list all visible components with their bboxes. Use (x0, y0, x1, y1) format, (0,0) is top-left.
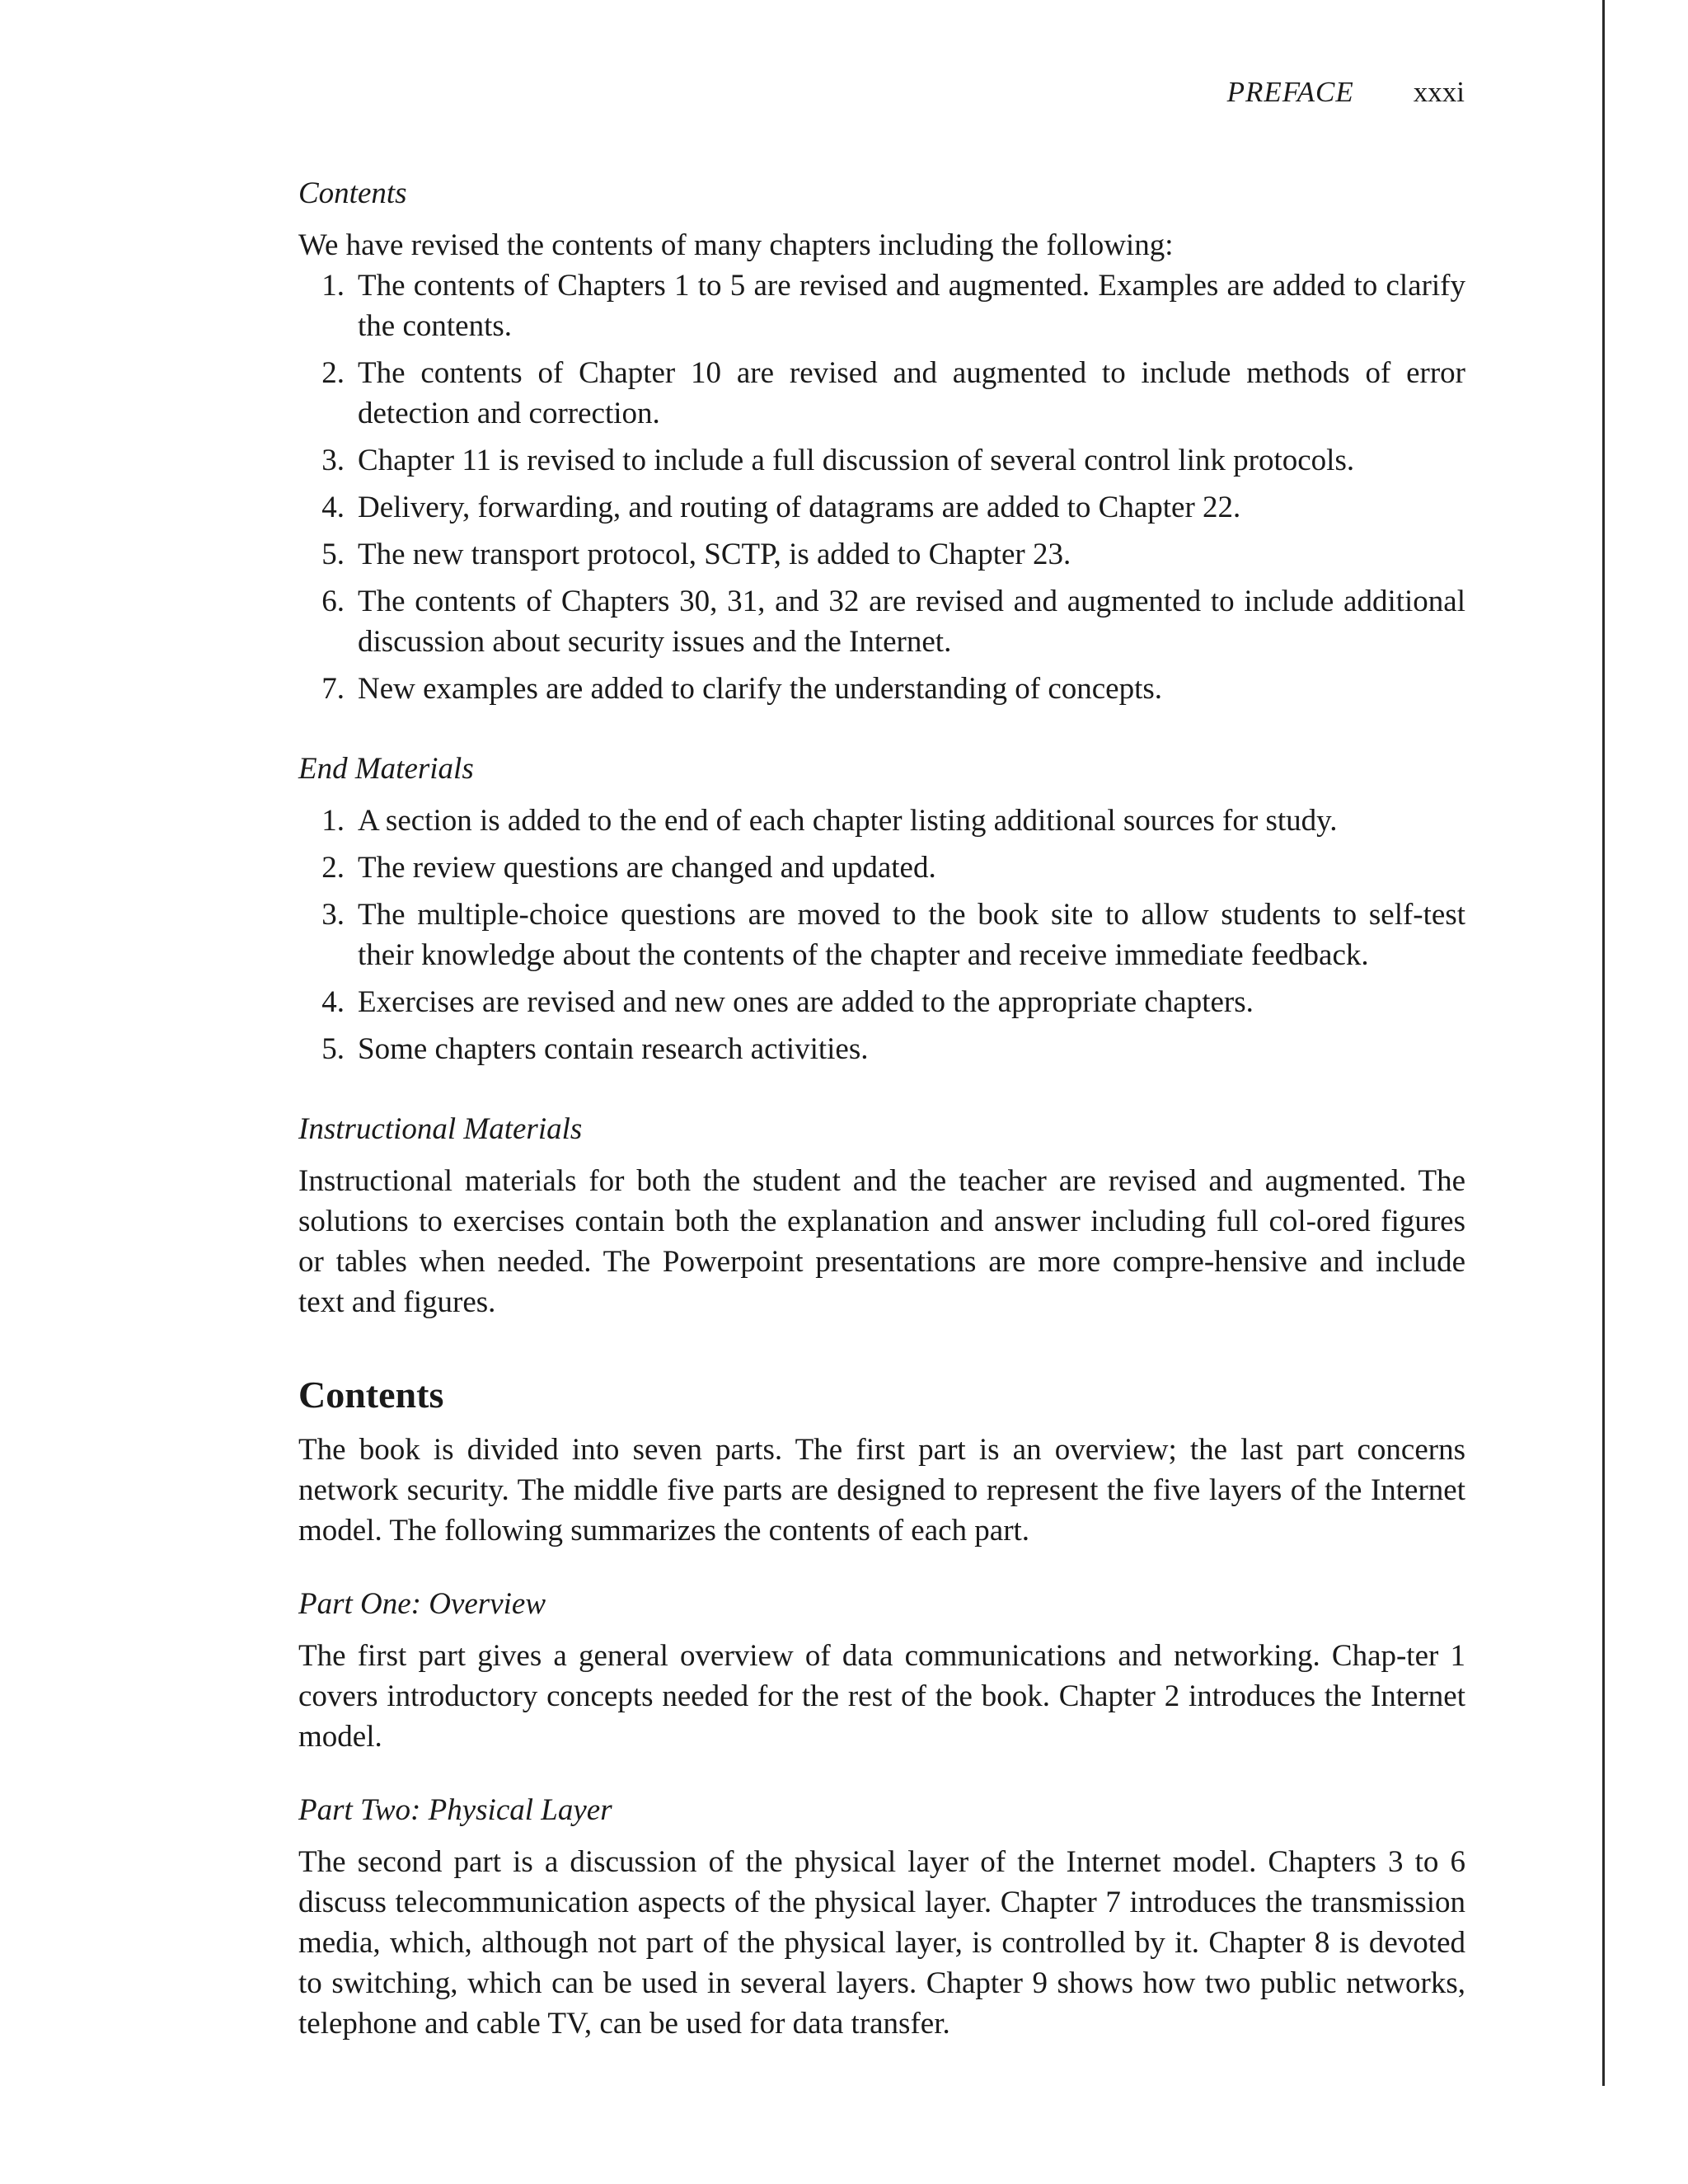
list-item (298, 895, 1465, 975)
item-text: A section is added to the end of each chapter listing additional sources for study. (358, 804, 1338, 838)
item-number: 3. (321, 444, 345, 477)
item-number: 5. (321, 538, 345, 571)
item-text: Chapter 11 is revised to include a full discussion of several control link protocols. (358, 444, 1355, 477)
item-number: 2. (321, 851, 345, 885)
running-head-title: PREFACE (1226, 76, 1354, 108)
end-materials-heading: End Materials (298, 752, 474, 786)
part-two-heading: Part Two: Physical Layer (298, 1793, 612, 1827)
list-item (298, 534, 1465, 575)
item-text: The new transport protocol, SCTP, is added to Chapter 23. (358, 538, 1071, 571)
part-two-text: The second part is a discussion of the physical layer of the Internet model. Chapters 3 to 6 discuss telecommunication aspects of the physical layer. Chapter 7 introduces the transmission media, which, although not part of the physical layer, is controlled by it. Chapter 8 is devoted to switching, which can be used in several layers. Chapter 9 shows how two public networks, telephone and cable TV, can be used for data transfer. (298, 1845, 1465, 2041)
end-materials-list (298, 801, 1465, 1069)
page-edge-rule (1602, 0, 1605, 2086)
item-number: 3. (321, 898, 345, 932)
list-item (298, 353, 1465, 434)
item-number: 5. (321, 1032, 345, 1066)
item-text: The multiple-choice questions are moved to the book site to allow students to self-test their knowledge about the contents of the chapter and receive immediate feedback. (358, 898, 1465, 972)
list-item (298, 581, 1465, 662)
list-item (298, 669, 1465, 709)
running-head (1227, 76, 1465, 109)
item-number: 6. (321, 585, 345, 618)
page-number: xxxi (1413, 76, 1465, 108)
instructional-materials-heading: Instructional Materials (298, 1112, 583, 1146)
list-item (298, 440, 1465, 481)
item-text: Exercises are revised and new ones are added to the appropriate chapters. (358, 985, 1254, 1019)
item-text: The review questions are changed and updated. (358, 851, 936, 885)
item-text: The contents of Chapter 10 are revised and augmented to include methods of error detection and correction. (358, 356, 1465, 430)
list-item (298, 848, 1465, 888)
section-title-contents: Contents (298, 1374, 444, 1416)
part-one-heading: Part One: Overview (298, 1587, 546, 1621)
instructional-materials-text: Instructional materials for both the student and the teacher are revised and augmented. The solutions to exercises contain both the explanation and answer including full col-ored figures or tables when needed. The Powerpoint presentations are more compre-hensive and include text and figures. (298, 1164, 1465, 1319)
list-item (298, 265, 1465, 346)
item-number: 7. (321, 672, 345, 706)
contents-changes-heading: Contents (298, 176, 407, 210)
page-body (298, 173, 1465, 2044)
list-item (298, 801, 1465, 841)
list-item (298, 982, 1465, 1022)
item-number: 1. (321, 269, 345, 303)
item-text: New examples are added to clarify the understanding of concepts. (358, 672, 1163, 706)
item-number: 4. (321, 491, 345, 524)
item-number: 2. (321, 356, 345, 390)
part-one-text: The first part gives a general overview of data communications and networking. Chap-ter 1 covers introductory concepts needed for the rest of the book. Chapter 2 introduces the Internet model. (298, 1639, 1465, 1754)
item-number: 1. (321, 804, 345, 838)
list-item (298, 487, 1465, 528)
item-text: Delivery, forwarding, and routing of datagrams are added to Chapter 22. (358, 491, 1241, 524)
contents-changes-list (298, 265, 1465, 709)
item-text: The contents of Chapters 30, 31, and 32 are revised and augmented to include additional discussion about security issues and the Internet. (358, 585, 1465, 659)
item-number: 4. (321, 985, 345, 1019)
item-text: The contents of Chapters 1 to 5 are revised and augmented. Examples are added to clarify the contents. (358, 269, 1465, 343)
contents-changes-intro: We have revised the contents of many chapters including the following: (298, 228, 1174, 262)
item-text: Some chapters contain research activities. (358, 1032, 869, 1066)
list-item (298, 1029, 1465, 1069)
contents-section-text: The book is divided into seven parts. The first part is an overview; the last part concerns network security. The middle five parts are designed to represent the five layers of the Internet model. The following summarizes the contents of each part. (298, 1433, 1465, 1548)
